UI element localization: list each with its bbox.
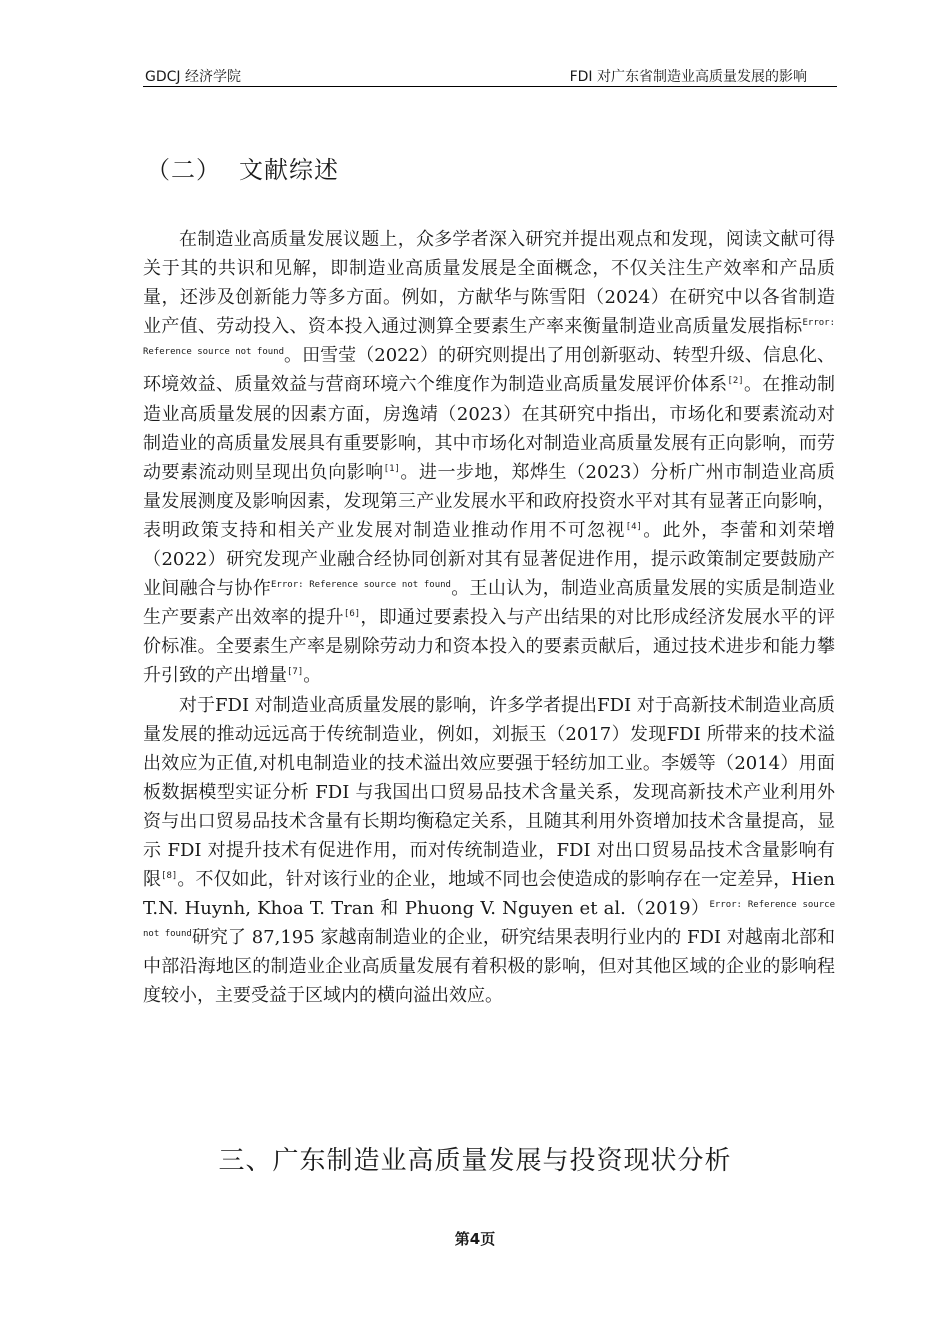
p1-citation-5: Error: Reference source not found [271,580,451,591]
p1-citation-3: [1] [383,463,400,474]
p1-citation-6: [6] [343,609,361,620]
section-number: （二） [146,156,221,184]
header-right-title: FDI 对广东省制造业高质量发展的影响 [569,69,807,85]
p1-text-2: 。田雪莹（2022）的研究则提出了用创新驱动、转型升级、信息化、环境效益、质量效益与营商环境六个维度作为制造业高质量发展评价体系 [143,345,835,396]
p1-citation-4: [4] [625,521,642,532]
p2-text-2: 。不仅如此，针对该行业的企业，地域不同也会使造成的影响存在一定差异，Hien T.N. Huynh, Khoa T. Tran 和 Phuong V. Nguyen et al.（2019） [143,869,835,920]
p1-text-4: 。进一步地，郑烨生（2023）分析广州市制造业高质量发展测度及影响因素，发现第三产业发展水平和政府投资水平对其有显著正向影响，表明政策支持和相关产业发展对制造业推动作用不可忽视 [143,461,835,541]
chapter-heading: 三、广东制造业高质量发展与投资现状分析 [218,1146,732,1176]
header-divider [143,86,837,87]
p2-text-1: 对于FDI 对制造业高质量发展的影响，许多学者提出FDI 对于高新技术制造业高质量发展的推动远远高于传统制造业，例如，刘振玉（2017）发现FDI 所带来的技术溢出效应为正值,对机电制造业的技术溢出效应要强于轻纺加工业。李媛等（2014）用面板数据模型实证分析 FDI 与我国出口贸易品技术含量关系，发现高新技术产业利用外资与出口贸易品技术含量有长期均衡稳定关系，且随其利用外资增加技术含量提高，显示 FDI 对提升技术有促进作用，而对传统制造业，FDI 对出口贸易品技术含量影响有限 [143,694,835,891]
p1-text-7: ，即通过要素投入与产出结果的对比形成经济发展水平的评价标准。全要素生产率是剔除劳动力和资本投入的要素贡献后，通过技术进步和能力攀升引致的产出增量 [143,607,836,687]
section-title: 文献综述 [239,156,339,184]
p1-citation-7: [7] [287,667,304,678]
paragraph-1 [143,225,835,691]
p2-citation-1: [8] [161,871,178,882]
p1-text-1: 在制造业高质量发展议题上，众多学者深入研究并提出观点和发现，阅读文献可得关于其的共识和见解，即制造业高质量发展是全面概念，不仅关注生产效率和产品质量，还涉及创新能力等多方面。例如，方献华与陈雪阳（2024）在研究中以各省制造业产值、劳动投入、资本投入通过测算全要素生产率来衡量制造业高质量发展指标 [143,229,835,338]
p1-text-3: 。在推动制造业高质量发展的因素方面，房逸靖（2023）在其研究中指出，市场化和要素流动对制造业的高质量发展具有重要影响，其中市场化对制造业高质量发展有正向影响，而劳动要素流动则呈现出负向影响 [143,374,836,483]
p1-text-5: 。此外，李蕾和刘荣增（2022）研究发现产业融合经协同创新对其有显著促进作用，提示政策制定要鼓励产业间融合与协作 [143,519,836,600]
body-text [143,225,835,1011]
p1-citation-2: [2] [727,376,744,387]
paragraph-2 [143,691,835,1011]
p1-text-6: 。王山认为，制造业高质量发展的实质是制造业生产要素产出效率的提升 [143,578,836,629]
p1-text-8: 。 [303,665,322,687]
p2-text-3: 研究了 87,195 家越南制造业的企业，研究结果表明行业内的 FDI 对越南北部和中部沿海地区的制造业企业高质量发展有着积极的影响，但对其他区域的企业的影响程度较小，主要受益于区域内的横向溢出效应。 [143,927,835,1007]
page-number: 第4页 [454,1230,496,1248]
p2-citation-2: Error: Reference source not found [143,900,836,940]
p1-citation-1: Error: Reference source not found [143,318,835,358]
header-left-label: GDCJ 经济学院 [145,69,241,85]
section-heading [146,150,339,185]
